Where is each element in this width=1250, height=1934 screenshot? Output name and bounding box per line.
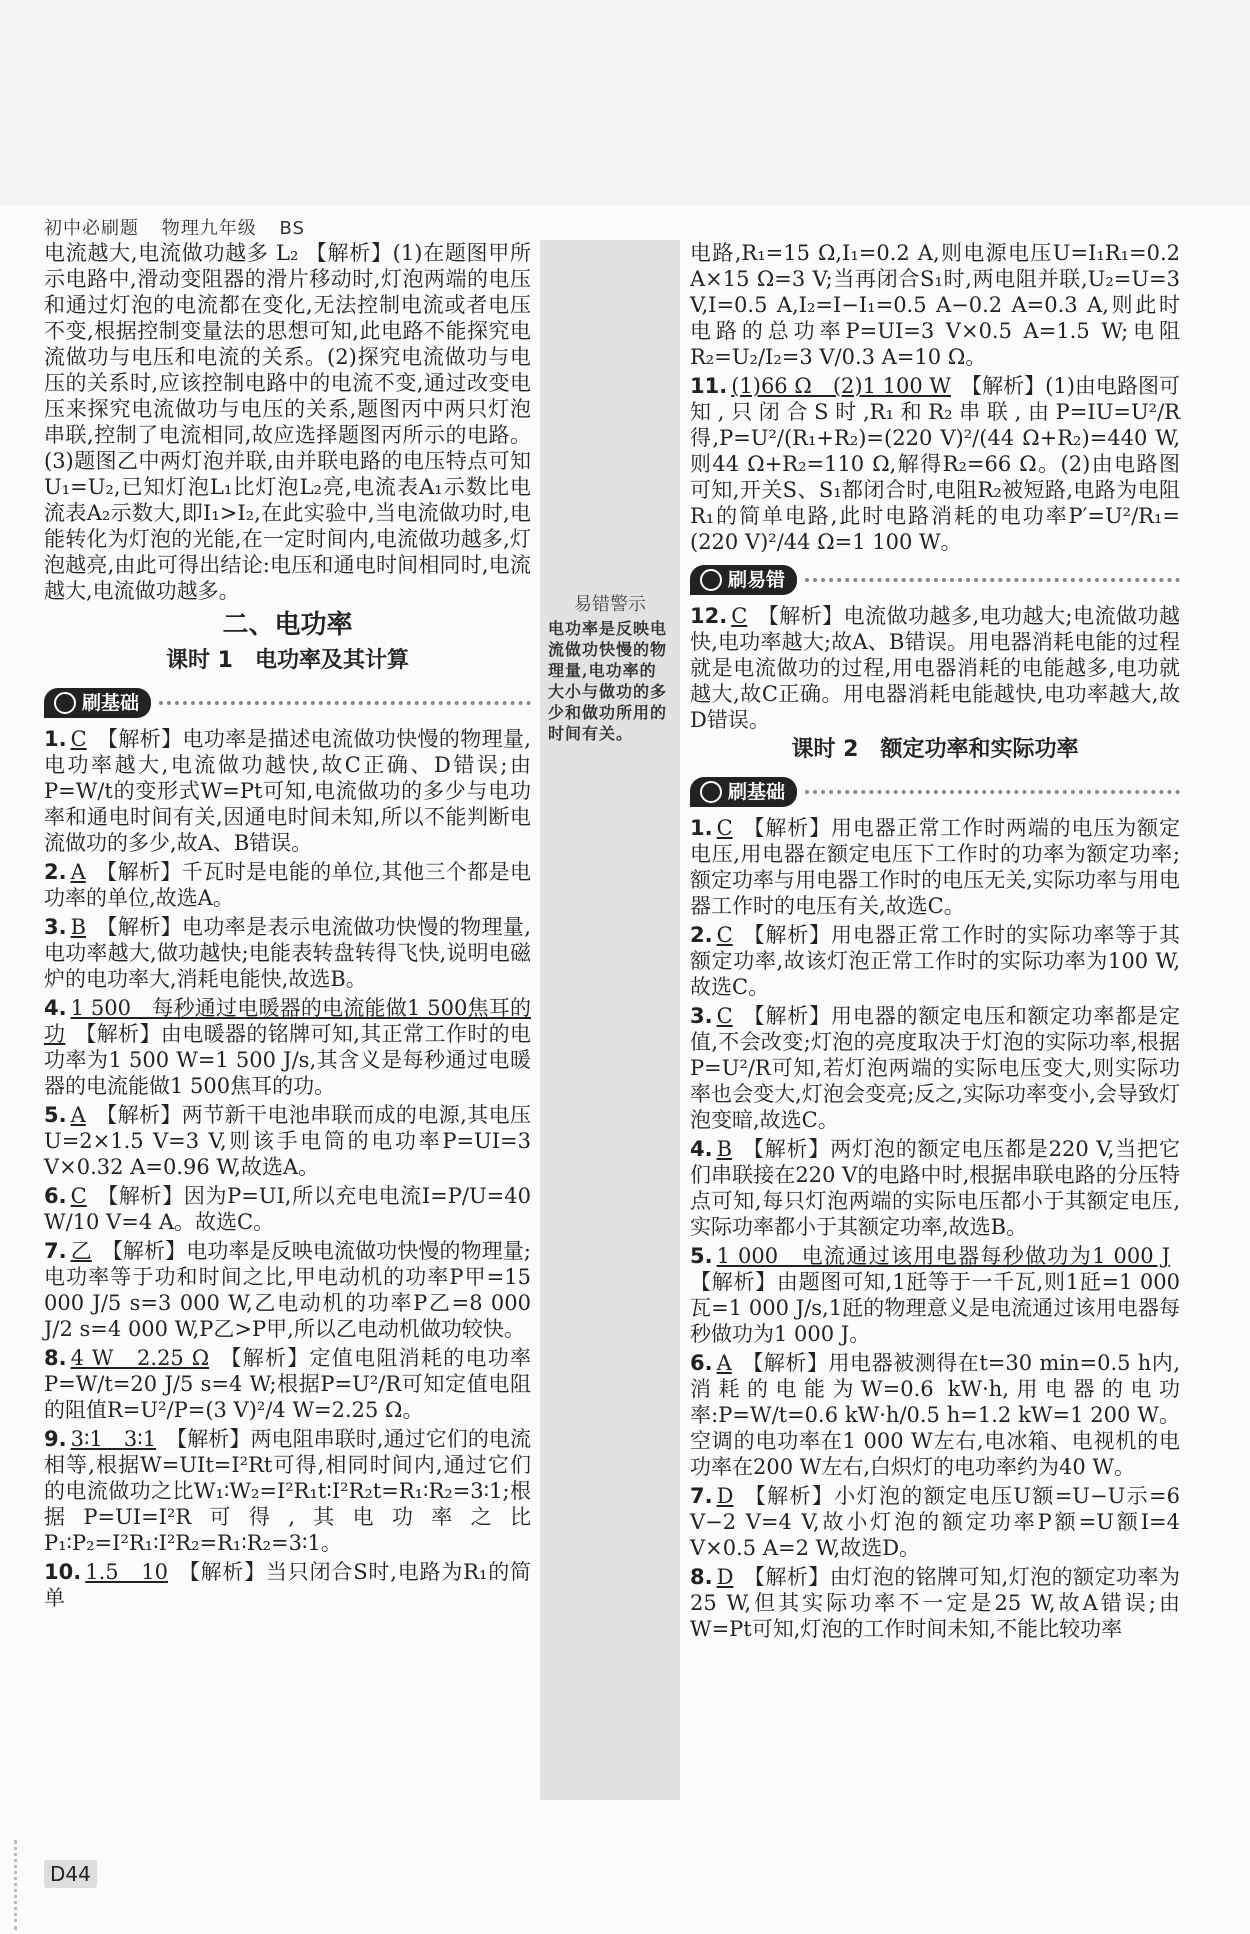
item-number: 12. xyxy=(690,604,728,628)
answer-item xyxy=(690,815,1180,919)
item-answer: C xyxy=(716,816,733,840)
brush-icon xyxy=(700,781,722,803)
item-explanation: 【解析】当只闭合S时,电路为R₁的简单 xyxy=(44,1560,531,1610)
tag-badge xyxy=(44,688,151,718)
answer-item xyxy=(690,603,1180,733)
item-answer: C xyxy=(716,1004,733,1028)
dotted-divider xyxy=(159,701,531,705)
answer-item xyxy=(690,922,1180,1000)
answer-item xyxy=(690,1136,1180,1240)
item-explanation: 【解析】用电器的额定电压和额定功率都是定值,不会改变;灯泡的亮度取决于灯泡的实际功率,根据P=U²/R可知,若灯泡两端的实际电压变大,则实际功率也会变大,灯泡会变亮;反之,实际功率变小,会导致灯泡变暗,故选C。 xyxy=(690,1004,1180,1132)
item-explanation: 【解析】(1)由电路图可知,只闭合S时,R₁和R₂串联,由P=IU=U²/R得,P=U²/(R₁+R₂)=(220 V)²/(44 Ω+R₂)=440 W,则44 Ω+R₂=110 Ω,解得R₂=66 Ω。(2)由电路图可知,开关S、S₁都闭合时,电阻R₂被短路,电路为电阻R₁的简单电路,此时电路消耗的电功率P′=U²/R₁=(220 V)²/44 Ω=1 100 W。 xyxy=(690,374,1181,554)
item-explanation: 【解析】定值电阻消耗的电功率P=W/t=20 J/5 s=4 W;根据P=U²/R可知定值电阻的阻值R=U²/P=(3 V)²/4 W=2.25 Ω。 xyxy=(44,1346,531,1422)
item-explanation: 【解析】电功率是表示电流做功快慢的物理量,电功率越大,做功越快;电能表转盘转得飞快,说明电磁炉的电功率大,消耗电能快,故选B。 xyxy=(44,915,531,991)
item-explanation: 【解析】两灯泡的额定电压都是220 V,当把它们串联接在220 V的电路中时,根据串联电路的分压特点可知,每只灯泡两端的实际电压都小于其额定电压,实际功率都小于其额定功率,故选B。 xyxy=(690,1137,1180,1239)
item-answer: A xyxy=(70,1103,86,1127)
answer-item xyxy=(44,1238,531,1342)
item-explanation: 【解析】由灯泡的铭牌可知,灯泡的额定功率为25 W,但其实际功率不一定是25 W,故A错误;由W=Pt可知,灯泡的工作时间未知,不能比较功率 xyxy=(690,1565,1180,1641)
answer-item xyxy=(44,995,531,1099)
page-number: D44 xyxy=(44,1860,97,1888)
answer-item xyxy=(44,1345,531,1423)
item-explanation: 【解析】电流做功越多,电功越大;电流做功越快,电功率越大;故A、B错误。用电器消耗电能的过程就是电流做功的过程,用电器消耗的电能越多,电功就越大,故C正确。用电器消耗电能越快,电功率越大,故D错误。 xyxy=(690,604,1180,732)
item-answer: D xyxy=(716,1484,734,1508)
item-answer: (1)66 Ω (2)1 100 W xyxy=(731,374,952,398)
item-number: 1. xyxy=(44,727,67,751)
item-number: 2. xyxy=(44,860,67,884)
subject-label: 物理九年级 xyxy=(161,218,257,239)
item-answer: 4 W 2.25 Ω xyxy=(70,1346,210,1370)
answer-item xyxy=(690,1243,1180,1347)
item-number: 11. xyxy=(690,374,728,398)
item-explanation: 【解析】小灯泡的额定电压U额=U−U示=6 V−2 V=4 V,故小灯泡的额定功率P额=U额I=4 V×0.5 A=2 W,故选D。 xyxy=(690,1484,1180,1560)
lesson-title: 课时 1 电功率及其计算 xyxy=(166,648,409,673)
item-answer: A xyxy=(716,1351,732,1375)
item-explanation: 【解析】千瓦时是电能的单位,其他三个都是电功率的单位,故选A。 xyxy=(44,860,531,910)
top-background xyxy=(0,0,1250,205)
edition-label: BS xyxy=(279,218,305,239)
item-explanation: 【解析】用电器被测得在t=30 min=0.5 h内,消耗的电能为W=0.6 kW·h,用电器的电功率:P=W/t=0.6 kW·h/0.5 h=1.2 kW=1 200 W。空调的电功率在1 000 W左右,电冰箱、电视机的电功率在200 W左右,白炽灯的电功率约为40 W。 xyxy=(690,1351,1180,1479)
answer-item xyxy=(44,1102,531,1180)
sidebar-notes xyxy=(540,240,680,1800)
answer-item xyxy=(44,1559,531,1611)
item-number: 5. xyxy=(44,1103,67,1127)
item-number: 8. xyxy=(690,1565,713,1589)
item-answer: B xyxy=(716,1137,733,1161)
item-explanation: 【解析】电功率是描述电流做功快慢的物理量,电功率越大,电流做功越快,故C正确、D错误;由P=W/t的变形式W=Pt可知,电流做功的多少与电功率和通电时间有关,因通电时间未知,所以不能判断电流做功的多少,故A、B错误。 xyxy=(44,727,531,855)
brush-icon xyxy=(54,692,76,714)
answer-item xyxy=(690,1350,1180,1480)
item-number: 6. xyxy=(690,1351,713,1375)
item-explanation: 【解析】由电暖器的铭牌可知,其正常工作时的电功率为1 500 W=1 500 J/s,其含义是每秒通过电暖器的电流能做1 500焦耳的功。 xyxy=(44,1022,531,1098)
warning-title: 易错警示 xyxy=(574,594,646,615)
item-explanation: 【解析】两节新干电池串联而成的电源,其电压U=2×1.5 V=3 V,则该手电筒的电功率P=UI=3 V×0.32 A=0.96 W,故选A。 xyxy=(44,1103,531,1179)
section-tag xyxy=(44,688,531,718)
dotted-divider xyxy=(805,790,1180,794)
item-number: 4. xyxy=(690,1137,713,1161)
item-number: 7. xyxy=(44,1239,67,1263)
item-number: 2. xyxy=(690,923,713,947)
corner-decoration xyxy=(14,1840,25,1930)
item-answer: 1.5 10 xyxy=(85,1560,168,1584)
intro-paragraph: 电流越大,电流做功越多 L₂ 【解析】(1)在题图甲所示电路中,滑动变阻器的滑片移动时,灯泡两端的电压和通过灯泡的电流都在变化,无法控制电流或者电压不变,根据控制变量法的思想可知,此电路不能探究电流做功与电压和电流的关系。(2)探究电流做功与电压的关系时,应该控制电路中的电流不变,通过改变电压来探究电流做功与电压的关系,题图丙中两只灯泡串联,控制了电流相同,故应选择题图丙所示的电路。(3)题图乙中两灯泡并联,由并联电路的电压特点可知U₁=U₂,已知灯泡L₁比灯泡L₂亮,电流表A₁示数比电流表A₂示数大,即I₁>I₂,在此实验中,当电流做功时,电能转化为灯泡的光能,在一定时间内,电流做功越多,灯泡越亮,由此可得出结论:电压和通电时间相同时,电流越大,电流做功越多。 xyxy=(44,241,531,603)
item-explanation: 【解析】用电器正常工作时两端的电压为额定电压,用电器在额定电压下工作时的功率为额定功率;额定功率与用电器工作时的电压无关,实际功率与用电器工作时的电压有关,故选C。 xyxy=(690,816,1180,918)
left-column xyxy=(44,240,531,1614)
item-explanation: 【解析】电功率是反映电流做功快慢的物理量;电功率等于功和时间之比,甲电动机的功率P甲=15 000 J/5 s=3 000 W,乙电动机的功率P乙=8 000 J/2 s=4 000 W,P乙>P甲,所以乙电动机做功较快。 xyxy=(44,1239,532,1341)
item-answer: 3∶1 3∶1 xyxy=(70,1427,157,1451)
answer-item xyxy=(44,914,531,992)
tag-label: 刷易错 xyxy=(728,569,786,591)
continued-paragraph: 电路,R₁=15 Ω,I₁=0.2 A,则电源电压U=I₁R₁=0.2 A×15 Ω=3 V;当再闭合S₁时,两电阻并联,U₂=U=3 V,I=0.5 A,I₂=I−I₁=0.5 A−0.2 A=0.3 A,则此时电路的总功率P=UI=3 V×0.5 A=1.5 W;电阻R₂=U₂/I₂=3 V/0.3 A=10 Ω。 xyxy=(690,241,1180,369)
item-answer: 1 500 每秒通过电暖器的电流能做1 500焦耳的功 xyxy=(44,996,531,1046)
right-answer-list xyxy=(690,815,1180,1642)
tag-badge xyxy=(690,565,797,595)
answer-item xyxy=(690,373,1180,555)
section-title: 二、电功率 xyxy=(222,610,353,640)
item-number: 10. xyxy=(44,1560,82,1584)
left-answer-list xyxy=(44,726,531,1611)
item-answer: 1 000 电流通过该用电器每秒做功为1 000 J xyxy=(716,1244,1170,1268)
dotted-divider xyxy=(805,578,1180,582)
lesson-title: 课时 2 额定功率和实际功率 xyxy=(791,737,1079,762)
answer-item xyxy=(690,1483,1180,1561)
answer-item xyxy=(690,1003,1180,1133)
answer-item xyxy=(44,1426,531,1556)
tag-badge xyxy=(690,777,797,807)
item-number: 5. xyxy=(690,1244,713,1268)
item-explanation: 【解析】因为P=UI,所以充电电流I=P/U=40 W/10 V=4 A。故选C。 xyxy=(44,1184,531,1234)
item-number: 9. xyxy=(44,1427,67,1451)
item-number: 7. xyxy=(690,1484,713,1508)
answer-item xyxy=(44,726,531,856)
right-column xyxy=(690,240,1180,1645)
item-number: 6. xyxy=(44,1184,67,1208)
item-answer: C xyxy=(716,923,733,947)
item-answer: C xyxy=(70,1184,87,1208)
answer-item xyxy=(44,1183,531,1235)
section-tag xyxy=(690,777,1180,807)
page-header xyxy=(44,214,321,240)
item-number: 3. xyxy=(690,1004,713,1028)
tag-label: 刷基础 xyxy=(82,692,140,714)
book-title: 初中必刷题 xyxy=(44,218,139,239)
section-tag xyxy=(690,565,1180,595)
item-answer: 乙 xyxy=(70,1239,92,1263)
item-number: 1. xyxy=(690,816,713,840)
item-answer: B xyxy=(70,915,87,939)
item-answer: A xyxy=(70,860,86,884)
item-answer: C xyxy=(731,604,748,628)
item-answer: C xyxy=(70,727,87,751)
warning-text: 电功率是反映电流做功快慢的物理量,电功率的大小与做功的多少和做功所用的时间有关。 xyxy=(548,619,668,743)
answer-item xyxy=(44,859,531,911)
brush-icon xyxy=(700,569,722,591)
item-number: 4. xyxy=(44,996,67,1020)
item-explanation: 【解析】两电阻串联时,通过它们的电流相等,根据W=UIt=I²Rt可得,相同时间内,通过它们的电流做功之比W₁∶W₂=I²R₁t∶I²R₂t=R₁∶R₂=3∶1;根据P=UI=I²R可得,其电功率之比P₁∶P₂=I²R₁∶I²R₂=R₁∶R₂=3∶1。 xyxy=(44,1427,531,1555)
item-explanation: 【解析】用电器正常工作时的实际功率等于其额定功率,故该灯泡正常工作时的实际功率为100 W,故选C。 xyxy=(690,923,1180,999)
item-explanation: 【解析】由题图可知,1瓩等于一千瓦,则1瓩=1 000瓦=1 000 J/s,1瓩的物理意义是电流通过该用电器每秒做功为1 000 J。 xyxy=(690,1270,1180,1346)
item-number: 3. xyxy=(44,915,67,939)
tag-label: 刷基础 xyxy=(728,781,786,803)
item-number: 8. xyxy=(44,1346,67,1370)
answer-item xyxy=(690,1564,1180,1642)
item-answer: D xyxy=(716,1565,734,1589)
